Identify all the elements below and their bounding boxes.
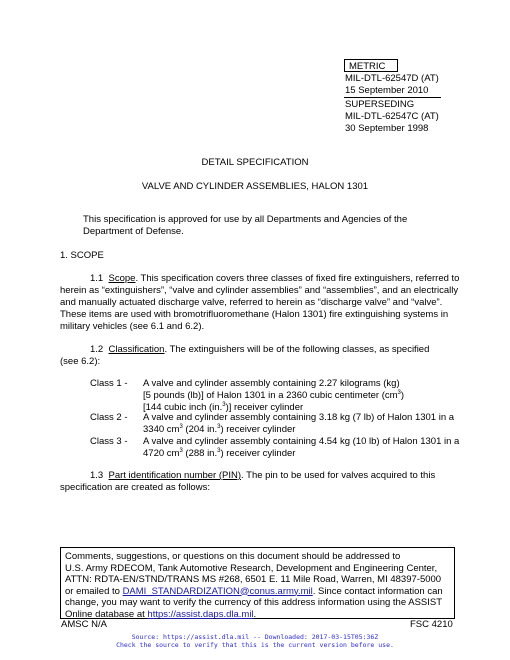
amsc-label: AMSC N/A [61, 619, 107, 630]
assist-link[interactable]: https://assist.daps.dla.mil [147, 608, 254, 620]
metric-label: METRIC [344, 59, 398, 72]
class-description: [144 cubic inch (in.$^3$)] receiver cylinder [143, 402, 304, 413]
paragraph-number: 1.2 [90, 344, 104, 355]
comments-line: Online database at https://assist.daps.dla.mil. [65, 608, 257, 620]
paragraph-title-classification: Classification [108, 344, 165, 355]
source-note: Check the source to verify that this is the current version before use. [116, 641, 394, 649]
paragraph-1-3-line: specification are created as follows: [60, 482, 210, 493]
paragraph-1-1-line: military vehicles (see 6.1 and 6.2). [60, 321, 205, 332]
document-type-title: DETAIL SPECIFICATION [201, 157, 309, 168]
superseding-label: SUPERSEDING [345, 99, 415, 110]
paragraph-1-1-line: herein as “extinguishers”, “valve and cylinder assemblies” and “assemblies”, and an electrically [60, 285, 459, 296]
paragraph-1-1-line: and manually actuated discharge valve, referred to herein as “discharge valve” and “valve”. [60, 297, 443, 308]
approval-line-2: Department of Defense. [83, 226, 184, 237]
approval-line-1: This specification is approved for use by all Departments and Agencies of the [83, 214, 408, 225]
class-description: A valve and cylinder assembly containing 4.54 kg (10 lb) of Halon 1301 in a [143, 436, 460, 447]
paragraph-number: 1.1 [90, 273, 104, 284]
comments-line: or emailed to DAMI_STANDARDIZATION@conus.army.mil. Since contact information can [65, 585, 443, 597]
scope-heading: 1. SCOPE [60, 250, 104, 261]
paragraph-1-3-first-line [90, 470, 435, 482]
comments-box [60, 547, 455, 619]
paragraph-title-scope: Scope [108, 273, 136, 284]
class-label: Class 1 - [90, 378, 128, 389]
document-date: 15 September 2010 [345, 85, 429, 96]
comments-line: change, you may want to verify the currency of this address information using the ASSIST [65, 597, 443, 608]
paragraph-1-1-line: These items are used with bromotrifluoromethane (Halon 1301) fire extinguishing systems in [60, 309, 449, 320]
class-label: Class 3 - [90, 436, 128, 447]
class-description: A valve and cylinder assembly containing 3.18 kg (7 lb) of Halon 1301 in a [143, 412, 455, 423]
source-line: Source: https://assist.dla.mil -- Downloaded: 2017-03-15T05:36Z [131, 633, 379, 641]
paragraph-1-1-first-line [90, 273, 459, 285]
paragraph-1-2-first-line [90, 344, 429, 356]
class-description: [5 pounds (lb)] of Halon 1301 in a 2360 cubic centimeter $(cm^3)$ [143, 390, 405, 401]
superseded-document-date: 30 September 1998 [345, 123, 429, 134]
email-link[interactable]: DAMI_STANDARDIZATION@conus.army.mil [122, 585, 313, 597]
class-description: 3340 $cm^3$ (204 in.$^3$) receiver cylinder [143, 424, 296, 435]
superseded-document-id: MIL-DTL-62547C (AT) [345, 111, 439, 122]
paragraph-title-pin: Part identification number (PIN) [108, 470, 242, 481]
comments-line: U.S. Army RDECOM, Tank Automotive Research, Development and Engineering Center, [65, 562, 438, 574]
header-divider [344, 97, 441, 98]
fsc-label: FSC 4210 [410, 619, 453, 630]
document-title: VALVE AND CYLINDER ASSEMBLIES, HALON 1301 [141, 181, 369, 192]
comments-line: ATTN: RDTA-EN/STND/TRANS MS #268, 6501 E. 11 Mile Road, Warren, MI 48397-5000 [65, 574, 442, 585]
paragraph-text: . This specification covers three classes of fixed fire extinguishers, referred to [135, 273, 460, 284]
class-description: 4720 $cm^3$ (288 in.$^3$) receiver cylinder [143, 448, 296, 459]
comments-line: Comments, suggestions, or questions on this document should be addressed to [65, 551, 401, 562]
class-label: Class 2 - [90, 412, 128, 423]
paragraph-1-2-line: (see 6.2): [60, 356, 101, 367]
paragraph-text: . The pin to be used for valves acquired to this [241, 470, 436, 481]
class-description: A valve and cylinder assembly containing 2.27 kilograms (kg) [143, 378, 400, 389]
document-id: MIL-DTL-62547D (AT) [345, 73, 439, 84]
paragraph-text: . The extinguishers will be of the following classes, as specified [164, 344, 430, 355]
paragraph-number: 1.3 [90, 470, 104, 481]
